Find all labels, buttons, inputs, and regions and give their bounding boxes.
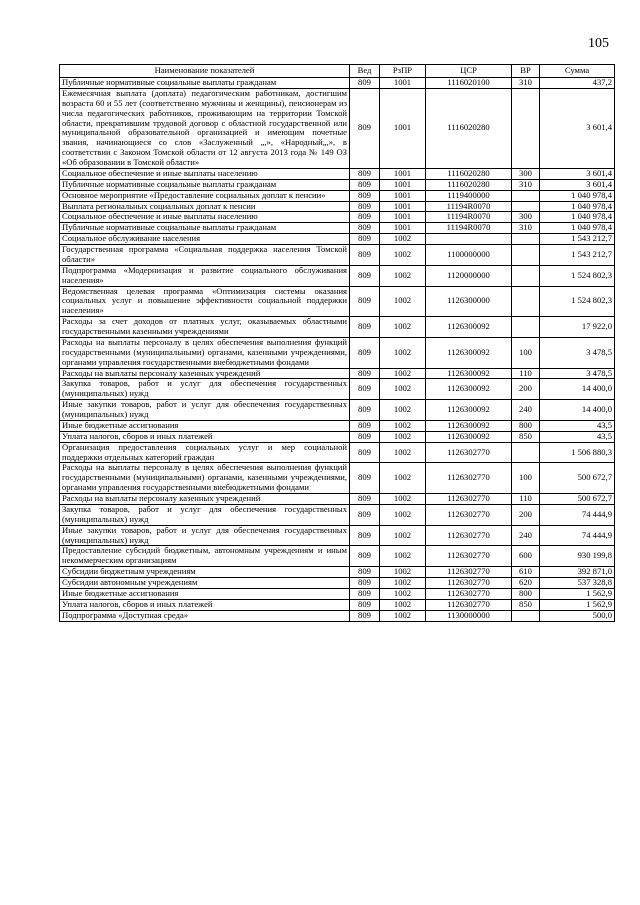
cell-sum: 1 524 802,3 xyxy=(540,286,615,317)
cell-sum: 1 040 978,4 xyxy=(540,190,615,201)
cell-rzpr: 1001 xyxy=(380,78,426,89)
cell-ved: 809 xyxy=(350,504,380,525)
cell-sum: 537 328,8 xyxy=(540,578,615,589)
cell-sum: 3 478,5 xyxy=(540,368,615,379)
cell-csr xyxy=(426,234,512,245)
cell-vr: 310 xyxy=(512,179,540,190)
cell-ved: 809 xyxy=(350,420,380,431)
cell-sum: 3 601,4 xyxy=(540,168,615,179)
cell-ved: 809 xyxy=(350,245,380,266)
cell-ved: 809 xyxy=(350,88,380,168)
header-ved: Вед xyxy=(350,65,380,78)
cell-sum: 1 562,9 xyxy=(540,599,615,610)
cell-csr: 1126300092 xyxy=(426,400,512,421)
cell-rzpr: 1002 xyxy=(380,588,426,599)
cell-csr: 1126300092 xyxy=(426,431,512,442)
cell-rzpr: 1001 xyxy=(380,223,426,234)
cell-sum: 3 601,4 xyxy=(540,88,615,168)
table-row xyxy=(60,379,615,400)
cell-rzpr: 1002 xyxy=(380,463,426,494)
cell-sum: 1 562,9 xyxy=(540,588,615,599)
cell-csr: 1126300092 xyxy=(426,337,512,368)
cell-rzpr: 1002 xyxy=(380,546,426,567)
cell-rzpr: 1002 xyxy=(380,379,426,400)
cell-rzpr: 1002 xyxy=(380,599,426,610)
cell-csr: 11194R0070 xyxy=(426,223,512,234)
cell-vr xyxy=(512,234,540,245)
cell-vr: 610 xyxy=(512,567,540,578)
cell-name: Расходы на выплаты персоналу в целях обеспечения выполнения функций государственными (муниципальными) органами, казенными учреждениями, органами управления государственными внебюджетными фондами xyxy=(60,337,350,368)
table-row xyxy=(60,599,615,610)
cell-rzpr: 1002 xyxy=(380,420,426,431)
cell-ved: 809 xyxy=(350,400,380,421)
cell-vr xyxy=(512,88,540,168)
cell-vr: 300 xyxy=(512,212,540,223)
cell-vr: 240 xyxy=(512,400,540,421)
cell-vr xyxy=(512,245,540,266)
cell-sum: 1 524 802,3 xyxy=(540,265,615,286)
cell-name: Закупка товаров, работ и услуг для обеспечения государственных (муниципальных) нужд xyxy=(60,504,350,525)
cell-name: Публичные нормативные социальные выплаты гражданам xyxy=(60,78,350,89)
cell-rzpr: 1002 xyxy=(380,286,426,317)
cell-sum: 1 040 978,4 xyxy=(540,223,615,234)
table-row xyxy=(60,578,615,589)
cell-sum: 74 444,9 xyxy=(540,504,615,525)
header-sum: Сумма xyxy=(540,65,615,78)
cell-sum: 43,5 xyxy=(540,420,615,431)
cell-ved: 809 xyxy=(350,588,380,599)
cell-name: Субсидии бюджетным учреждениям xyxy=(60,567,350,578)
table-row xyxy=(60,431,615,442)
cell-sum: 930 199,8 xyxy=(540,546,615,567)
cell-name: Подпрограмма «Модернизация и развитие социального обслуживания населения» xyxy=(60,265,350,286)
cell-vr: 850 xyxy=(512,599,540,610)
cell-csr: 1126302770 xyxy=(426,567,512,578)
cell-sum: 14 400,0 xyxy=(540,379,615,400)
cell-name: Иные бюджетные ассигнования xyxy=(60,420,350,431)
cell-sum: 1 543 212,7 xyxy=(540,245,615,266)
header-rzpr: РзПР xyxy=(380,65,426,78)
cell-ved: 809 xyxy=(350,265,380,286)
cell-vr xyxy=(512,610,540,621)
cell-ved: 809 xyxy=(350,610,380,621)
table-row xyxy=(60,567,615,578)
cell-name: Государственная программа «Социальная поддержка населения Томской области» xyxy=(60,245,350,266)
cell-vr: 200 xyxy=(512,504,540,525)
cell-rzpr: 1002 xyxy=(380,234,426,245)
cell-name: Иные закупки товаров, работ и услуг для обеспечения государственных (муниципальных) нужд xyxy=(60,525,350,546)
cell-rzpr: 1001 xyxy=(380,179,426,190)
cell-csr: 1130000000 xyxy=(426,610,512,621)
cell-rzpr: 1002 xyxy=(380,578,426,589)
cell-ved: 809 xyxy=(350,317,380,338)
cell-vr: 110 xyxy=(512,368,540,379)
cell-rzpr: 1001 xyxy=(380,168,426,179)
cell-name: Иные бюджетные ассигнования xyxy=(60,588,350,599)
table-header-row xyxy=(60,65,615,78)
cell-vr xyxy=(512,442,540,463)
cell-csr: 1126300092 xyxy=(426,368,512,379)
cell-ved: 809 xyxy=(350,546,380,567)
cell-ved: 809 xyxy=(350,234,380,245)
cell-csr: 11194R0070 xyxy=(426,212,512,223)
cell-rzpr: 1002 xyxy=(380,567,426,578)
cell-vr: 620 xyxy=(512,578,540,589)
table-row xyxy=(60,168,615,179)
budget-table xyxy=(59,64,615,622)
cell-csr: 1116020280 xyxy=(426,179,512,190)
table-row xyxy=(60,463,615,494)
cell-name: Социальное обслуживание населения xyxy=(60,234,350,245)
cell-rzpr: 1001 xyxy=(380,212,426,223)
cell-rzpr: 1002 xyxy=(380,368,426,379)
cell-rzpr: 1002 xyxy=(380,265,426,286)
table-row xyxy=(60,201,615,212)
cell-sum: 500 672,7 xyxy=(540,494,615,505)
table-row xyxy=(60,212,615,223)
cell-rzpr: 1002 xyxy=(380,504,426,525)
table-row xyxy=(60,337,615,368)
cell-vr: 200 xyxy=(512,379,540,400)
cell-csr: 1126302770 xyxy=(426,442,512,463)
cell-sum: 3 601,4 xyxy=(540,179,615,190)
cell-vr: 100 xyxy=(512,337,540,368)
cell-name: Выплата региональных социальных доплат к пенсии xyxy=(60,201,350,212)
cell-name: Уплата налогов, сборов и иных платежей xyxy=(60,431,350,442)
table-row xyxy=(60,78,615,89)
header-csr: ЦСР xyxy=(426,65,512,78)
cell-ved: 809 xyxy=(350,494,380,505)
table-row xyxy=(60,245,615,266)
table-row xyxy=(60,88,615,168)
table-row xyxy=(60,588,615,599)
cell-ved: 809 xyxy=(350,431,380,442)
cell-vr: 100 xyxy=(512,463,540,494)
page-number: 105 xyxy=(588,36,609,51)
cell-rzpr: 1002 xyxy=(380,337,426,368)
cell-sum: 392 871,0 xyxy=(540,567,615,578)
cell-ved: 809 xyxy=(350,442,380,463)
cell-rzpr: 1002 xyxy=(380,431,426,442)
cell-ved: 809 xyxy=(350,179,380,190)
table-row xyxy=(60,368,615,379)
table-row xyxy=(60,234,615,245)
cell-name: Публичные нормативные социальные выплаты гражданам xyxy=(60,179,350,190)
cell-vr: 850 xyxy=(512,431,540,442)
cell-rzpr: 1002 xyxy=(380,610,426,621)
table-row xyxy=(60,494,615,505)
cell-rzpr: 1002 xyxy=(380,400,426,421)
cell-name: Расходы на выплаты персоналу казенных учреждений xyxy=(60,368,350,379)
cell-vr: 300 xyxy=(512,168,540,179)
table-row xyxy=(60,546,615,567)
cell-ved: 809 xyxy=(350,567,380,578)
cell-vr xyxy=(512,201,540,212)
table-row xyxy=(60,179,615,190)
cell-vr xyxy=(512,190,540,201)
cell-csr: 1126302770 xyxy=(426,578,512,589)
cell-rzpr: 1001 xyxy=(380,201,426,212)
cell-csr: 1126300092 xyxy=(426,317,512,338)
cell-sum: 1 506 880,3 xyxy=(540,442,615,463)
cell-ved: 809 xyxy=(350,286,380,317)
cell-rzpr: 1002 xyxy=(380,317,426,338)
cell-rzpr: 1002 xyxy=(380,494,426,505)
cell-csr: 1126302770 xyxy=(426,588,512,599)
table-row xyxy=(60,610,615,621)
cell-name: Ведомственная целевая программа «Оптимизация системы оказания социальных услуг и повышение эффективности социальной поддержки населения» xyxy=(60,286,350,317)
cell-ved: 809 xyxy=(350,78,380,89)
cell-name: Расходы на выплаты персоналу в целях обеспечения выполнения функций государственными (муниципальными) органами, казенными учреждениями, органами управления государственными внебюджетными фондами xyxy=(60,463,350,494)
cell-rzpr: 1002 xyxy=(380,442,426,463)
header-vr: ВР xyxy=(512,65,540,78)
cell-ved: 809 xyxy=(350,578,380,589)
cell-csr: 1116020100 xyxy=(426,78,512,89)
cell-csr: 1100000000 xyxy=(426,245,512,266)
cell-rzpr: 1001 xyxy=(380,88,426,168)
cell-name: Публичные нормативные социальные выплаты гражданам xyxy=(60,223,350,234)
cell-vr: 110 xyxy=(512,494,540,505)
cell-name: Уплата налогов, сборов и иных платежей xyxy=(60,599,350,610)
cell-ved: 809 xyxy=(350,463,380,494)
cell-ved: 809 xyxy=(350,190,380,201)
cell-ved: 809 xyxy=(350,168,380,179)
cell-vr: 800 xyxy=(512,588,540,599)
cell-ved: 809 xyxy=(350,379,380,400)
cell-sum: 500,0 xyxy=(540,610,615,621)
cell-sum: 437,2 xyxy=(540,78,615,89)
cell-name: Социальное обеспечение и иные выплаты населению xyxy=(60,212,350,223)
cell-sum: 1 040 978,4 xyxy=(540,201,615,212)
cell-sum: 14 400,0 xyxy=(540,400,615,421)
cell-name: Иные закупки товаров, работ и услуг для обеспечения государственных (муниципальных) нужд xyxy=(60,400,350,421)
table-row xyxy=(60,265,615,286)
cell-sum: 17 922,0 xyxy=(540,317,615,338)
cell-rzpr: 1001 xyxy=(380,190,426,201)
table-row xyxy=(60,223,615,234)
cell-csr: 1126302770 xyxy=(426,525,512,546)
cell-ved: 809 xyxy=(350,201,380,212)
cell-rzpr: 1002 xyxy=(380,525,426,546)
cell-sum: 43,5 xyxy=(540,431,615,442)
cell-vr: 310 xyxy=(512,78,540,89)
cell-csr: 1116020280 xyxy=(426,168,512,179)
cell-rzpr: 1002 xyxy=(380,245,426,266)
cell-name: Ежемесячная выплата (доплата) педагогическим работникам, достигшим возраста 60 и 55 лет (соответственно мужчины и женщины), пенсионерам из числа педагогических работников, проживающим на территории Томской области, прекратившим трудовой договор с областной государственной или муниципальной образовательной организацией и имеющим почетные звания, начинающиеся со слов «Заслуженный „,», «Народный„,», в соответствии с Законом Томской области от 12 августа 2013 года № 149 ОЗ «Об образовании в Томской области» xyxy=(60,88,350,168)
cell-sum: 3 478,5 xyxy=(540,337,615,368)
cell-name: Субсидии автономным учреждениям xyxy=(60,578,350,589)
table-row xyxy=(60,190,615,201)
cell-csr: 1120000000 xyxy=(426,265,512,286)
cell-name: Организация предоставления социальных услуг и мер социальной поддержки отдельных категорий граждан xyxy=(60,442,350,463)
cell-sum: 500 672,7 xyxy=(540,463,615,494)
cell-csr: 1126302770 xyxy=(426,463,512,494)
cell-ved: 809 xyxy=(350,368,380,379)
cell-ved: 809 xyxy=(350,223,380,234)
cell-name: Закупка товаров, работ и услуг для обеспечения государственных (муниципальных) нужд xyxy=(60,379,350,400)
cell-name: Расходы на выплаты персоналу казенных учреждений xyxy=(60,494,350,505)
cell-ved: 809 xyxy=(350,599,380,610)
cell-csr: 1116020280 xyxy=(426,88,512,168)
cell-vr xyxy=(512,286,540,317)
cell-csr: 1126302770 xyxy=(426,546,512,567)
table-row xyxy=(60,420,615,431)
header-name: Наименование показателей xyxy=(60,65,350,78)
cell-vr: 240 xyxy=(512,525,540,546)
cell-csr: 11194R0070 xyxy=(426,201,512,212)
cell-csr: 1126300092 xyxy=(426,420,512,431)
cell-name: Расходы за счет доходов от платных услуг, оказываемых областными государственными казенными учреждениями xyxy=(60,317,350,338)
cell-name: Предоставление субсидий бюджетным, автономным учреждениям и иным некоммерческим организациям xyxy=(60,546,350,567)
cell-csr: 1126302770 xyxy=(426,504,512,525)
cell-csr: 1126302770 xyxy=(426,494,512,505)
table-row xyxy=(60,286,615,317)
cell-ved: 809 xyxy=(350,212,380,223)
table-row xyxy=(60,525,615,546)
cell-name: Основное мероприятие «Предоставление социальных доплат к пенсии» xyxy=(60,190,350,201)
cell-vr: 600 xyxy=(512,546,540,567)
cell-sum: 1 040 978,4 xyxy=(540,212,615,223)
cell-name: Социальное обеспечение и иные выплаты населению xyxy=(60,168,350,179)
table-row xyxy=(60,504,615,525)
cell-csr: 1119400000 xyxy=(426,190,512,201)
cell-vr xyxy=(512,317,540,338)
cell-ved: 809 xyxy=(350,337,380,368)
cell-csr: 1126302770 xyxy=(426,599,512,610)
cell-sum: 74 444,9 xyxy=(540,525,615,546)
table-row xyxy=(60,442,615,463)
cell-csr: 1126300092 xyxy=(426,379,512,400)
cell-sum: 1 543 212,7 xyxy=(540,234,615,245)
cell-csr: 1126300000 xyxy=(426,286,512,317)
cell-vr: 800 xyxy=(512,420,540,431)
cell-vr xyxy=(512,265,540,286)
cell-vr: 310 xyxy=(512,223,540,234)
table-row xyxy=(60,400,615,421)
table-row xyxy=(60,317,615,338)
cell-name: Подпрограмма «Доступная среда» xyxy=(60,610,350,621)
cell-ved: 809 xyxy=(350,525,380,546)
